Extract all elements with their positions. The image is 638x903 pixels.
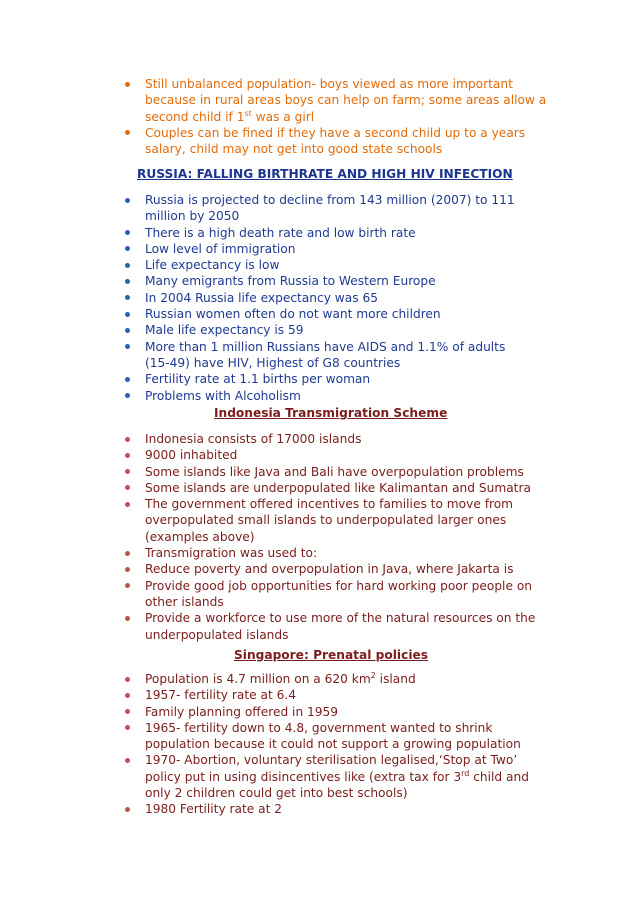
list-item: Couples can be fined if they have a second child up to a years salary, child may not get into good state schools [120, 125, 550, 158]
list-item: Indonesia consists of 17000 islands [120, 431, 545, 447]
singapore-heading: Singapore: Prenatal policies [234, 648, 429, 662]
list-item: Low level of immigration [120, 241, 532, 257]
list-item: Population is 4.7 million on a 620 $km^2$ island [120, 671, 540, 687]
bullet-icon [125, 130, 130, 135]
bullet-icon [125, 279, 130, 284]
russia-heading: RUSSIA: FALLING BIRTHRATE AND HIGH HIV INFECTION [137, 167, 513, 181]
list-item: Fertility rate at 1.1 births per woman [120, 371, 532, 387]
list-item: Some islands are underpopulated like Kalimantan and Sumatra [120, 480, 545, 496]
list-item: Russia is projected to decline from 143 million (2007) to 111 million by 2050 [120, 192, 532, 225]
list-item: Provide good job opportunities for hard working poor people on other islands [120, 578, 545, 611]
russia-facts-list [120, 192, 532, 404]
bullet-icon [125, 469, 130, 474]
bullet-icon [125, 198, 130, 203]
bullet-icon [125, 616, 130, 621]
list-item: Provide a workforce to use more of the natural resources on the underpopulated islands [120, 610, 545, 643]
bullet-icon [125, 551, 130, 556]
bullet-icon [125, 758, 130, 763]
bullet-icon [125, 709, 130, 714]
bullet-icon [125, 295, 130, 300]
list-item: The government offered incentives to families to move from overpopulated small islands to underpopulated larger ones (examples above) [120, 496, 545, 545]
bullet-icon [125, 567, 130, 572]
bullet-icon [125, 377, 130, 382]
bullet-icon [125, 502, 130, 507]
bullet-icon [125, 344, 130, 349]
list-item: Family planning offered in 1959 [120, 704, 540, 720]
list-item: 1980 Fertility rate at 2 [120, 801, 540, 817]
indonesia-heading: Indonesia Transmigration Scheme [214, 406, 448, 420]
list-item: 9000 inhabited [120, 447, 545, 463]
indonesia-facts-list [120, 431, 545, 643]
bullet-icon [125, 246, 130, 251]
list-item: Life expectancy is low [120, 257, 532, 273]
bullet-icon [125, 393, 130, 398]
list-item: In 2004 Russia life expectancy was 65 [120, 290, 532, 306]
list-item: 1957- fertility rate at 6.4 [120, 687, 540, 703]
bullet-icon [125, 693, 130, 698]
list-item: More than 1 million Russians have AIDS and 1.1% of adults (15-49) have HIV, Highest of G8 countries [120, 339, 532, 372]
bullet-icon [125, 453, 130, 458]
list-item: 1970- Abortion, voluntary sterilisation legalised,‘Stop at Two’ policy put in using disincentives like (extra tax for 3rd child and only 2 children could get into best schools) [120, 752, 540, 801]
bullet-icon [125, 82, 130, 87]
bullet-icon [125, 263, 130, 268]
list-item: Some islands like Java and Bali have overpopulation problems [120, 464, 545, 480]
bullet-icon [125, 437, 130, 442]
bullet-icon [125, 485, 130, 490]
list-item: Transmigration was used to: [120, 545, 545, 561]
list-item: Many emigrants from Russia to Western Europe [120, 273, 532, 289]
list-item: Problems with Alcoholism [120, 388, 532, 404]
singapore-facts-list [120, 671, 540, 818]
bullet-icon [125, 583, 130, 588]
list-item: There is a high death rate and low birth rate [120, 225, 532, 241]
list-item: Reduce poverty and overpopulation in Java, where Jakarta is [120, 561, 545, 577]
list-item: 1965- fertility down to 4.8, government wanted to shrink population because it could not support a growing population [120, 720, 540, 753]
bullet-icon [125, 328, 130, 333]
list-item: Russian women often do not want more children [120, 306, 532, 322]
list-item: Still unbalanced population- boys viewed as more important because in rural areas boys can help on farm; some areas allow a second child if 1st was a girl [120, 76, 550, 125]
bullet-icon [125, 230, 130, 235]
bullet-icon [125, 312, 130, 317]
china-policy-list [120, 76, 550, 157]
bullet-icon [125, 807, 130, 812]
bullet-icon [125, 677, 130, 682]
bullet-icon [125, 725, 130, 730]
list-item: Male life expectancy is 59 [120, 322, 532, 338]
